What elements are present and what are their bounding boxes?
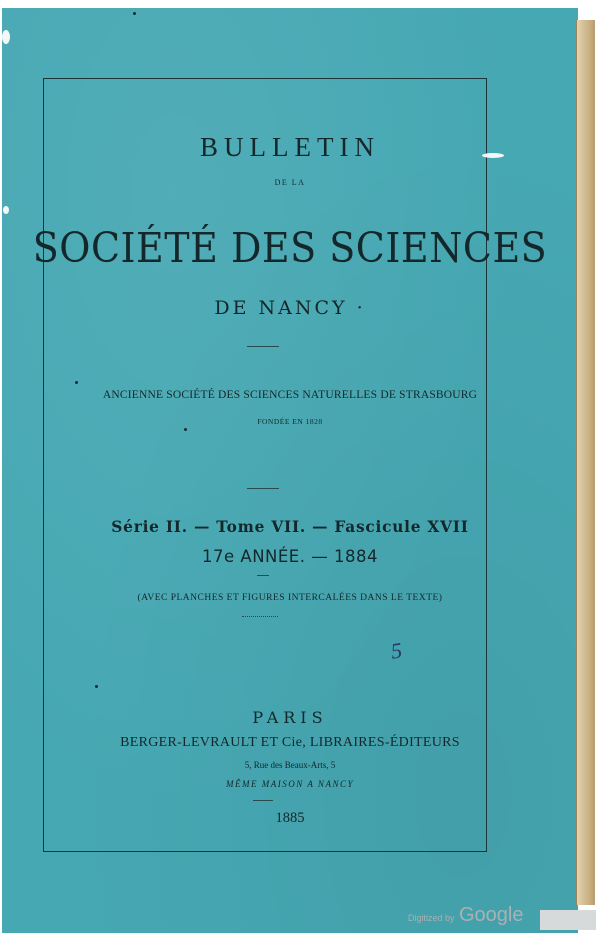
ink-dot (133, 12, 136, 15)
handwritten-mark: 5 (389, 637, 404, 664)
divider-rule (247, 488, 279, 489)
publisher-name: BERGER-LEVRAULT ET Cie, LIBRAIRES-ÉDITEURS (120, 735, 460, 750)
watermark-box (540, 910, 596, 930)
divider-rule (247, 346, 279, 347)
page-edges (576, 20, 595, 905)
ink-dot (95, 685, 98, 688)
publication-year: 1885 (275, 810, 305, 826)
publisher-address: 5, Rue des Beaux-Arts, 5 (244, 760, 336, 770)
title-bulletin: BULLETIN (200, 132, 380, 162)
paper-speck (482, 153, 504, 158)
publisher-city: PARIS (252, 708, 328, 727)
divider-rule (242, 616, 278, 617)
publisher-branch: MÊME MAISON A NANCY (226, 779, 354, 789)
ink-dot (184, 428, 187, 431)
book-cover (2, 8, 578, 933)
google-logo: Google (458, 904, 524, 926)
issue-annee: 17e ANNÉE. — 1884 (202, 547, 378, 566)
google-watermark (408, 904, 523, 927)
paper-speck (3, 206, 9, 214)
divider-rule (253, 800, 273, 801)
ink-dot (75, 381, 78, 384)
title-societe: SOCIÉTÉ DES SCIENCES (32, 224, 548, 272)
issue-avec: (AVEC PLANCHES ET FIGURES INTERCALÉES DANS LE TEXTE) (137, 593, 443, 603)
divider-rule (257, 575, 269, 576)
title-de-nancy: DE NANCY · (214, 297, 366, 319)
issue-serie: Série II. — Tome VII. — Fascicule XVII (111, 517, 469, 536)
subtitle-ancienne: ANCIENNE SOCIÉTÉ DES SCIENCES NATURELLES DE STRASBOURG (102, 389, 478, 401)
digitized-by-label: Digitized by (408, 913, 455, 923)
subtitle-fondee: FONDÉE EN 1828 (257, 417, 323, 426)
title-de-la: DE LA (274, 178, 306, 187)
paper-speck (2, 30, 10, 44)
